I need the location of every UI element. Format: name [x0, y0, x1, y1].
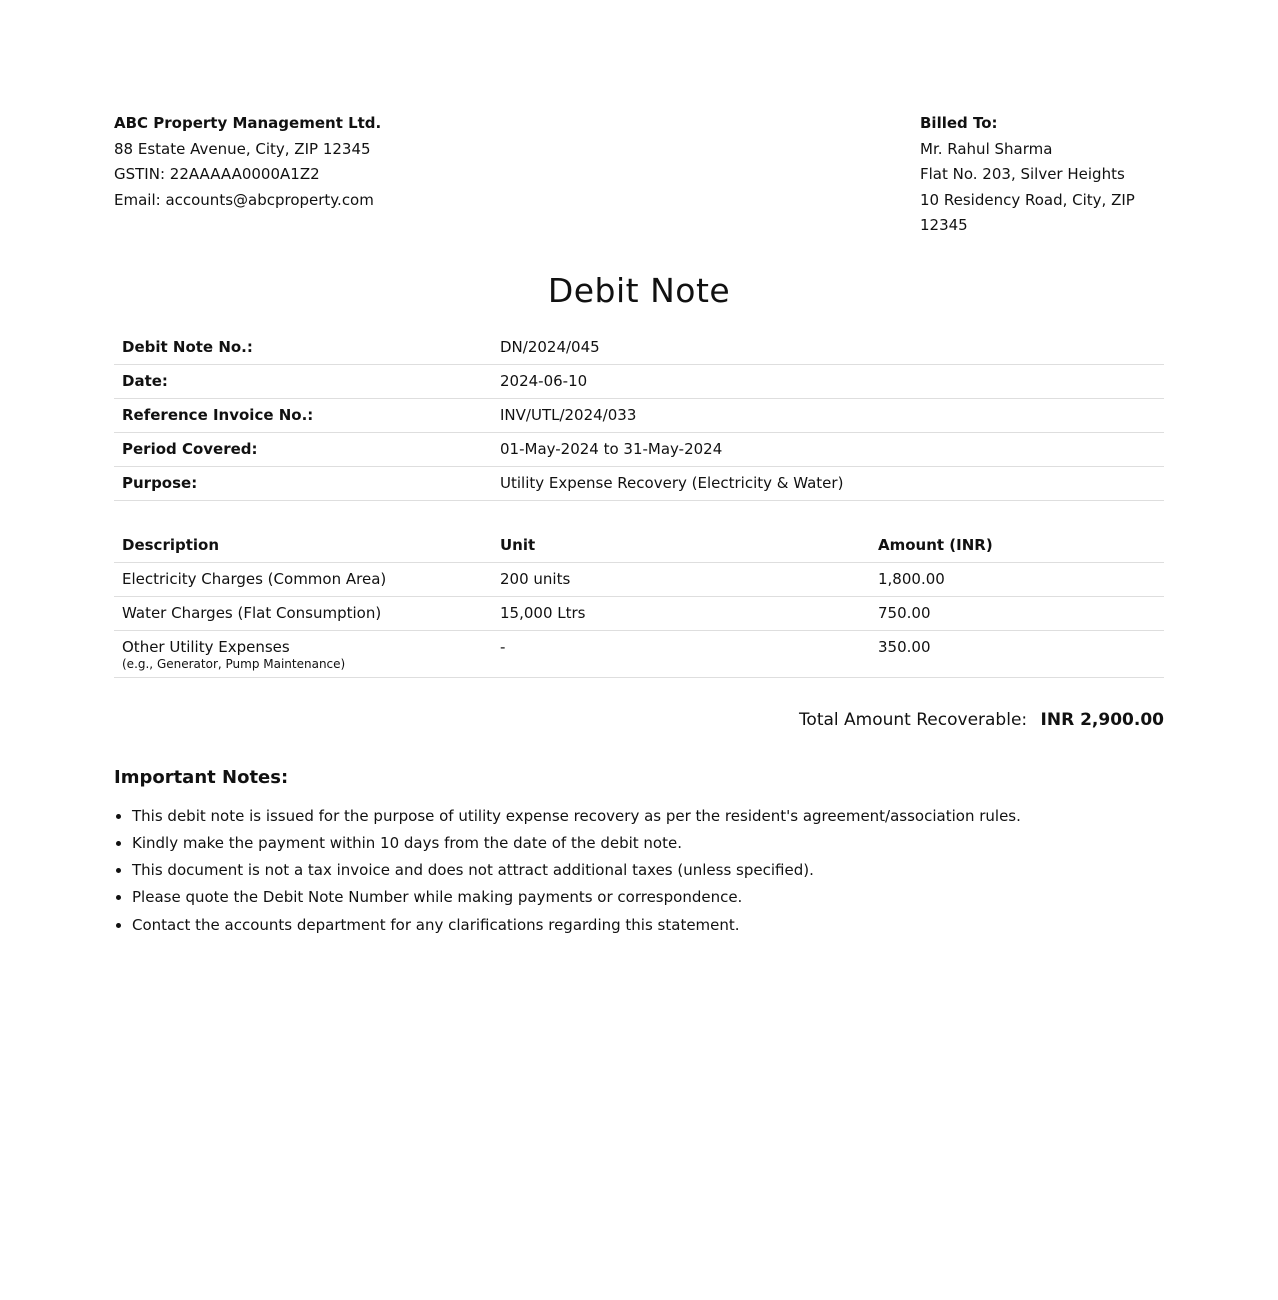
company-gstin: GSTIN: 22AAAAA0000A1Z2 — [114, 165, 320, 183]
detail-row — [114, 398, 1164, 432]
table-row — [114, 596, 1164, 630]
detail-value: Utility Expense Recovery (Electricity & Water) — [492, 466, 1164, 500]
notes-list — [114, 803, 1164, 939]
detail-value: 01-May-2024 to 31-May-2024 — [492, 432, 1164, 466]
total-amount-line — [114, 708, 1164, 732]
detail-label: Debit Note No.: — [114, 331, 492, 365]
notes-heading: Important Notes: — [114, 766, 289, 788]
detail-value: INV/UTL/2024/033 — [492, 398, 1164, 432]
list-item: • Please quote the Debit Note Number while making payments or correspondence. — [132, 884, 1164, 911]
table-row — [114, 562, 1164, 596]
item-amount: 750.00 — [870, 596, 1164, 630]
detail-row — [114, 364, 1164, 398]
table-row — [114, 630, 1164, 677]
detail-row — [114, 331, 1164, 365]
debit-note-details-table — [114, 331, 1164, 501]
total-amount: INR 2,900.00 — [1040, 709, 1164, 730]
company-address: 88 Estate Avenue, City, ZIP 12345 — [114, 139, 371, 158]
document-header — [114, 111, 1164, 239]
item-description: Water Charges (Flat Consumption) — [114, 596, 492, 630]
detail-label: Purpose: — [114, 466, 492, 500]
column-header-description: Description — [114, 529, 492, 563]
item-unit: 15,000 Ltrs — [492, 596, 870, 630]
billed-to-name: Mr. Rahul Sharma — [920, 139, 1053, 158]
detail-value: 2024-06-10 — [492, 364, 1164, 398]
detail-value: DN/2024/045 — [492, 331, 1164, 365]
detail-row — [114, 432, 1164, 466]
list-item: • Kindly make the payment within 10 days from the date of the debit note. — [132, 830, 1164, 857]
list-item: • This document is not a tax invoice and does not attract additional taxes (unless specified). — [132, 857, 1164, 884]
company-email: Email: accounts@abcproperty.com — [114, 190, 374, 209]
item-description-cell — [114, 630, 492, 677]
charges-header-row — [114, 529, 1164, 563]
column-header-unit: Unit — [492, 529, 870, 563]
detail-label: Period Covered: — [114, 432, 492, 466]
item-unit: - — [492, 630, 870, 677]
debit-note-page — [114, 0, 1164, 939]
detail-row — [114, 466, 1164, 500]
document-title: Debit Note — [547, 270, 731, 310]
item-amount: 1,800.00 — [870, 562, 1164, 596]
charges-table — [114, 529, 1164, 678]
billed-to-address-line1: Flat No. 203, Silver Heights — [920, 165, 1125, 183]
item-amount: 350.00 — [870, 630, 1164, 677]
total-label: Total Amount Recoverable: — [798, 709, 1028, 730]
company-details — [114, 111, 381, 213]
item-description: Electricity Charges (Common Area) — [114, 562, 492, 596]
item-description: Other Utility Expenses — [122, 637, 290, 656]
billed-to-label: Billed To: — [920, 114, 998, 132]
item-unit: 200 units — [492, 562, 870, 596]
detail-label: Date: — [114, 364, 492, 398]
billed-to-details — [920, 111, 1164, 239]
item-description-subtext: (e.g., Generator, Pump Maintenance) — [122, 656, 346, 671]
company-name: ABC Property Management Ltd. — [114, 114, 382, 132]
list-item: • This debit note is issued for the purpose of utility expense recovery as per the resident's agreement/association rules. — [132, 803, 1164, 830]
detail-label: Reference Invoice No.: — [114, 398, 492, 432]
billed-to-address-line2: 10 Residency Road, City, ZIP 12345 — [920, 190, 1135, 234]
column-header-amount: Amount (INR) — [870, 529, 1164, 563]
list-item: • Contact the accounts department for any clarifications regarding this statement. — [132, 912, 1164, 939]
